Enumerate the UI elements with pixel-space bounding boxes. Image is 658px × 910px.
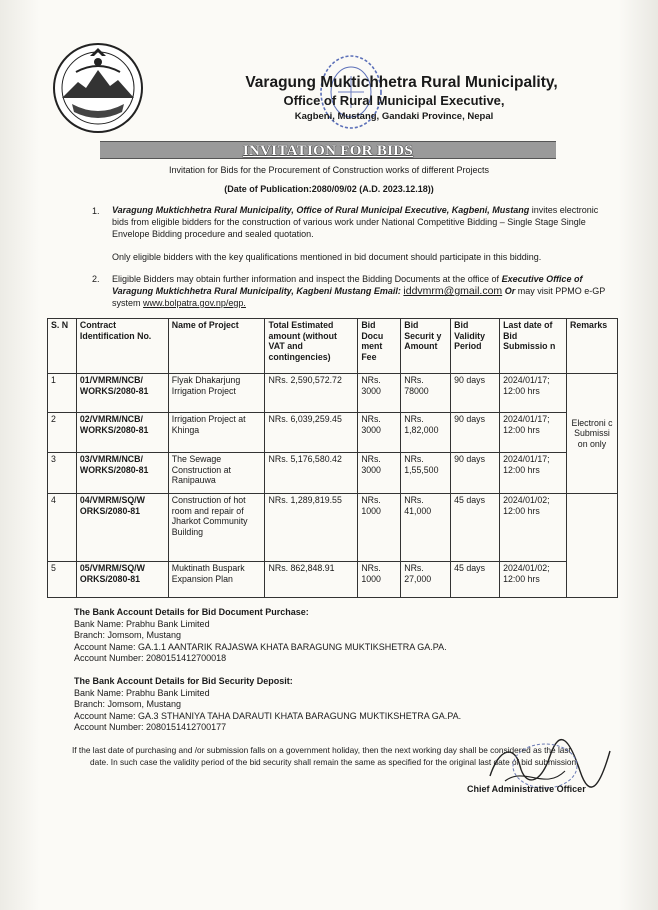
office-name: Office of Rural Municipal Executive,: [283, 93, 505, 108]
bank-purchase-name: Bank Name: Prabhu Bank Limited: [74, 618, 210, 629]
municipality-name: Varagung Muktichhetra Rural Municipality,: [245, 74, 558, 91]
cell-validity: 90 days: [451, 413, 500, 453]
table-row: [48, 494, 618, 562]
cell-sn: 1: [48, 374, 77, 413]
bank-security-name: Bank Name: Prabhu Bank Limited: [74, 687, 210, 698]
cell-contract-id: 05/VMRM/SQ/W ORKS/2080-81: [76, 562, 168, 598]
cell-last-date: 2024/01/17; 12:00 hrs: [500, 413, 567, 453]
paragraph-2-text: Eligible Bidders may obtain further information and inspect the Bidding Documents at the office of: [112, 274, 500, 284]
bank-security-account-number: Account Number: 2080151412700177: [74, 722, 227, 732]
cell-estimated-amount: NRs. 5,176,580.42: [265, 453, 358, 494]
cell-validity: 45 days: [451, 562, 500, 598]
cell-estimated-amount: NRs. 6,039,259.45: [265, 413, 358, 453]
table-row: [48, 374, 618, 413]
signatory-title: Chief Administrative Officer: [467, 784, 586, 794]
cell-sn: 2: [48, 413, 77, 453]
paragraph-1-text: invites electronic bids from eligible bidders for the construction of various work under National Competitive Bidding – Single Stage Single Envelope Bidding procedure and sealed quotation.: [112, 205, 599, 239]
publication-date: (Date of Publication:2080/09/02 (A.D. 2023.12.18)): [224, 184, 434, 194]
cell-project: Flyak Dhakarjung Irrigation Project: [168, 374, 265, 413]
bank-purchase-branch: Branch: Jomsom, Mustang: [74, 630, 182, 640]
paragraph-2-or: Or: [504, 286, 516, 296]
paragraph-1: [112, 204, 604, 240]
cell-remarks-empty: [566, 494, 617, 598]
cell-doc-fee: NRs. 3000: [358, 453, 401, 494]
cell-sn: 5: [48, 562, 77, 598]
cell-security: NRs. 1,82,000: [401, 413, 451, 453]
cell-project: Irrigation Project at Khinga: [168, 413, 265, 453]
bank-purchase-account-name: Account Name: GA.1.1 AANTARIK RAJASWA KHATA BARAGUNG MUKTIKSHETRA GA.PA.: [74, 641, 447, 652]
cell-validity: 45 days: [451, 494, 500, 562]
table-row: [48, 453, 618, 494]
table-row: [48, 562, 618, 598]
cell-contract-id: 04/VMRM/SQ/W ORKS/2080-81: [76, 494, 168, 562]
bank-security-account-name: Account Name: GA.3 STHANIYA TAHA DARAUTI KHATA BARAGUNG MUKTIKSHETRA GA.PA.: [74, 710, 462, 721]
cell-estimated-amount: NRs. 862,848.91: [265, 562, 358, 598]
col-header-estimated-amount: Total Estimated amount (without VAT and contingencies): [265, 319, 358, 374]
cell-project: The Sewage Construction at Ranipauwa: [168, 453, 265, 494]
cell-doc-fee: NRs. 1000: [358, 494, 401, 562]
bank-security-heading: The Bank Account Details for Bid Security Deposit:: [74, 676, 293, 686]
paragraph-2: [112, 273, 612, 309]
paragraph-2-office: Executive Office of Varagung Muktichhetra Rural Municipality, Kagbeni Mustang: [112, 274, 583, 296]
cell-last-date: 2024/01/02; 12:00 hrs: [500, 494, 567, 562]
page-title: INVITATION FOR BIDS: [242, 143, 414, 159]
email-link[interactable]: iddvmrm@gmail.com: [403, 285, 503, 297]
title-banner: [100, 141, 556, 159]
paragraph-2-email-label: Email:: [373, 286, 401, 296]
cell-last-date: 2024/01/02; 12:00 hrs: [500, 562, 567, 598]
bids-table: [47, 318, 618, 598]
col-header-last-date: Last date of Bid Submissio n: [500, 319, 567, 374]
col-header-doc-fee: Bid Docu ment Fee: [358, 319, 401, 374]
bank-purchase-heading: The Bank Account Details for Bid Document Purchase:: [74, 607, 309, 617]
cell-doc-fee: NRs. 3000: [358, 374, 401, 413]
cell-security: NRs. 1,55,500: [401, 453, 451, 494]
col-header-validity: Bid Validity Period: [451, 319, 500, 374]
cell-last-date: 2024/01/17; 12:00 hrs: [500, 453, 567, 494]
cell-project: Construction of hot room and repair of Jharkot Community Building: [168, 494, 265, 562]
egp-portal-link[interactable]: www.bolpatra.gov.np/egp.: [143, 298, 246, 308]
col-header-sn: S. N: [48, 319, 77, 374]
office-address: Kagbeni, Mustang, Gandaki Province, Nepal: [294, 111, 494, 122]
cell-contract-id: 02/VMRM/NCB/ WORKS/2080-81: [76, 413, 168, 453]
table-row: [48, 413, 618, 453]
bank-purchase-account-number: Account Number: 2080151412700018: [74, 653, 227, 663]
cell-security: NRs. 78000: [401, 374, 451, 413]
cell-contract-id: 03/VMRM/NCB/ WORKS/2080-81: [76, 453, 168, 494]
cell-sn: 3: [48, 453, 77, 494]
cell-doc-fee: NRs. 1000: [358, 562, 401, 598]
cell-validity: 90 days: [451, 374, 500, 413]
holiday-note-line-2: date. In such case the validity period of the bid security shall remain the same as specified for the original last date of bid submission.: [90, 757, 579, 767]
col-header-security-amount: Bid Securit y Amount: [401, 319, 451, 374]
item-number-1: 1.: [92, 206, 100, 216]
holiday-note-line-1: If the last date of purchasing and /or submission falls on a government holiday, then the next working day shall be considered as the last: [72, 745, 571, 755]
cell-security: NRs. 41,000: [401, 494, 451, 562]
bank-details-security: [74, 676, 461, 734]
eligibility-note: Only eligible bidders with the key qualifications mentioned in bid document should participate in this bidding.: [112, 252, 542, 262]
bank-details-purchase: [74, 607, 447, 665]
col-header-project: Name of Project: [168, 319, 265, 374]
col-header-remarks: Remarks: [566, 319, 617, 374]
cell-validity: 90 days: [451, 453, 500, 494]
cell-contract-id: 01/VMRM/NCB/ WORKS/2080-81: [76, 374, 168, 413]
cell-doc-fee: NRs. 3000: [358, 413, 401, 453]
cell-security: NRs. 27,000: [401, 562, 451, 598]
cell-sn: 4: [48, 494, 77, 562]
paragraph-1-lead: Varagung Muktichhetra Rural Municipality, Office of Rural Municipal Executive, Kagbeni, Mustang: [112, 205, 530, 215]
cell-estimated-amount: NRs. 2,590,572.72: [265, 374, 358, 413]
table-header-row: [48, 319, 618, 374]
cell-last-date: 2024/01/17; 12:00 hrs: [500, 374, 567, 413]
bank-security-branch: Branch: Jomsom, Mustang: [74, 699, 182, 709]
subtitle: Invitation for Bids for the Procurement of Construction works of different Projects: [169, 165, 489, 175]
cell-estimated-amount: NRs. 1,289,819.55: [265, 494, 358, 562]
cell-remarks: Electroni c Submissi on only: [566, 374, 617, 494]
col-header-contract-id: Contract Identification No.: [76, 319, 168, 374]
cell-project: Muktinath Buspark Expansion Plan: [168, 562, 265, 598]
item-number-2: 2.: [92, 274, 100, 284]
paragraph-2-portal-text: may visit PPMO e-GP system: [112, 286, 606, 308]
